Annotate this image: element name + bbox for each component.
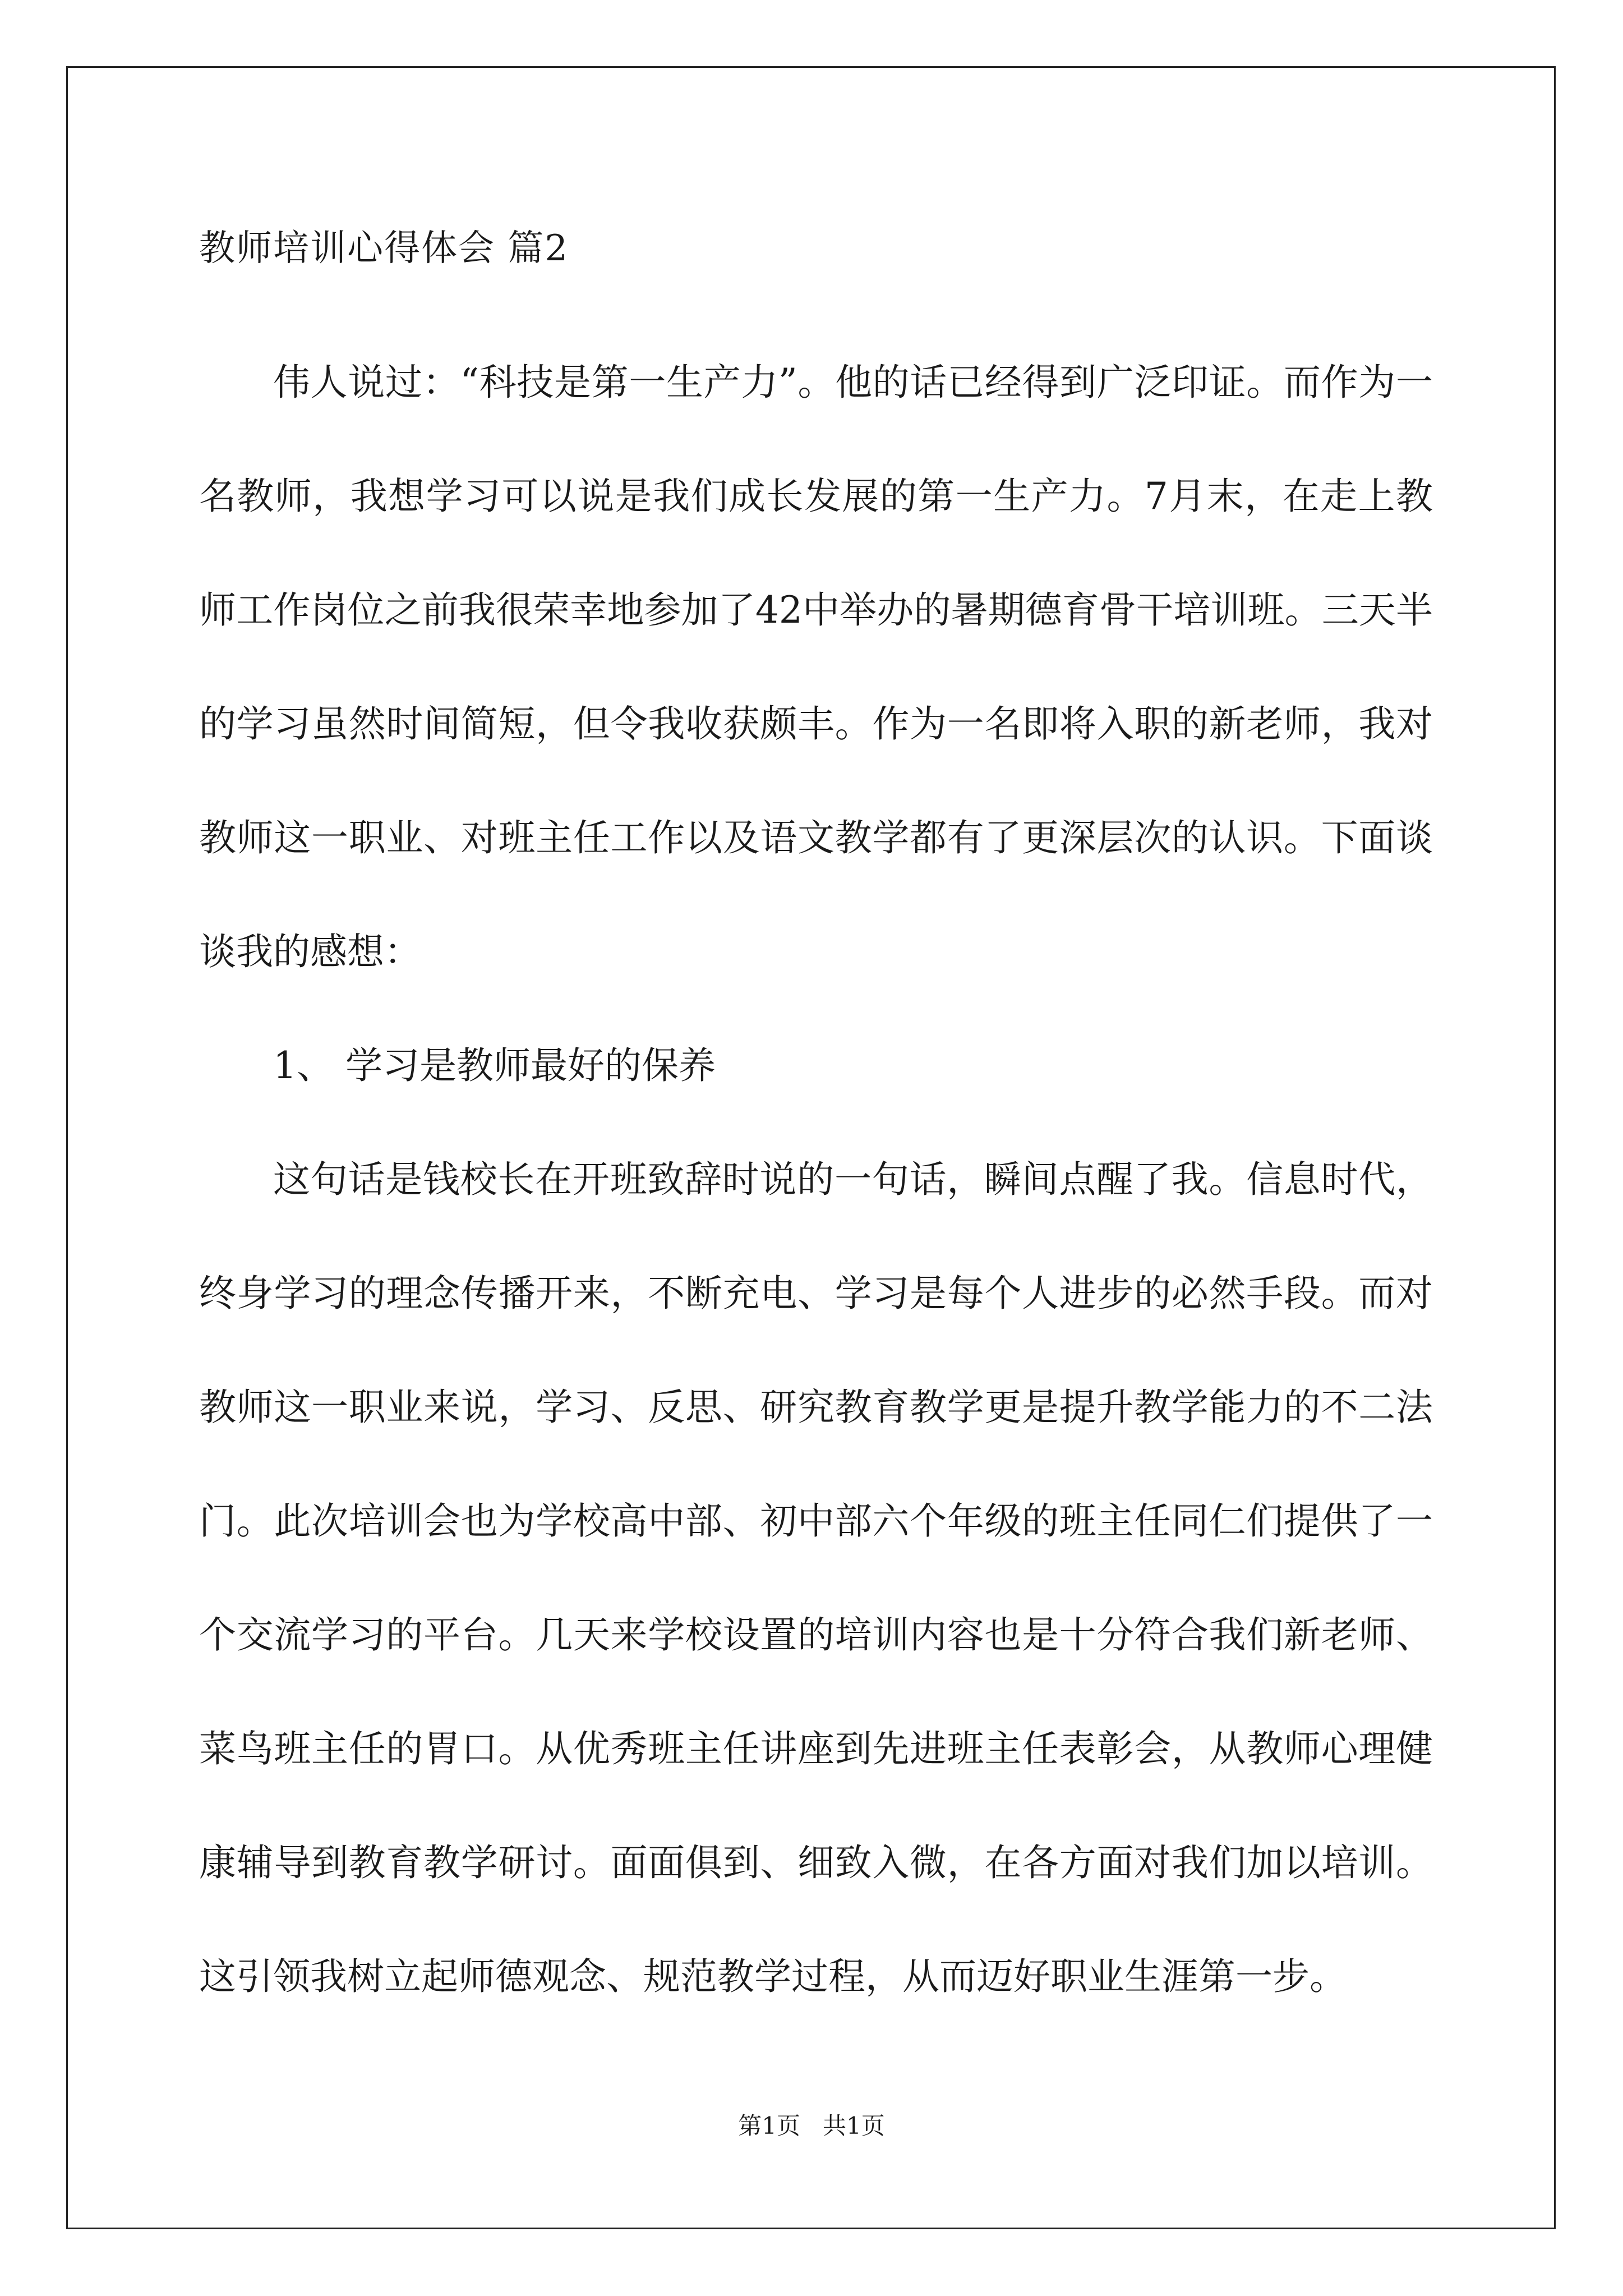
- paragraph-section-1: 这句话是钱校长在开班致辞时说的一句话，瞬间点醒了我。信息时代，终身学习的理念传播开来，不断充电、学习是每个人进步的必然手段。而对教师这一职业来说，学习、反思、研究教育教学更是提升教学能力的不二法门。此次培训会也为学校高中部、初中部六个年级的班主任同仁们提供了一个交流学习的平台。几天来学校设置的培训内容也是十分符合我们新老师、菜鸟班主任的胃口。从优秀班主任讲座到先进班主任表彰会，从教师心理健康辅导到教育教学研讨。面面俱到、细致入微，在各方面对我们加以培训。这引领我树立起师德观念、规范教学过程，从而迈好职业生涯第一步。: [199, 1158, 1433, 1998]
- page-number-footer: 第1页 共1页: [738, 2112, 885, 2139]
- section-heading-1: 1、 学习是教师最好的保养: [273, 1044, 716, 1087]
- document-title: 教师培训心得体会 篇2: [199, 228, 569, 269]
- paragraph-intro: 伟人说过：“科技是第一生产力”。他的话已经得到广泛印证。而作为一名教师，我想学习可以说是我们成长发展的第一生产力。7月末，在走上教师工作岗位之前我很荣幸地参加了42中举办的暑期德育骨干培训班。三天半的学习虽然时间简短，但令我收获颇丰。作为一名即将入职的新老师，我对教师这一职业、对班主任工作以及语文教学都有了更深层次的认识。下面谈谈我的感想：: [199, 361, 1433, 973]
- document-body: [199, 325, 1433, 2033]
